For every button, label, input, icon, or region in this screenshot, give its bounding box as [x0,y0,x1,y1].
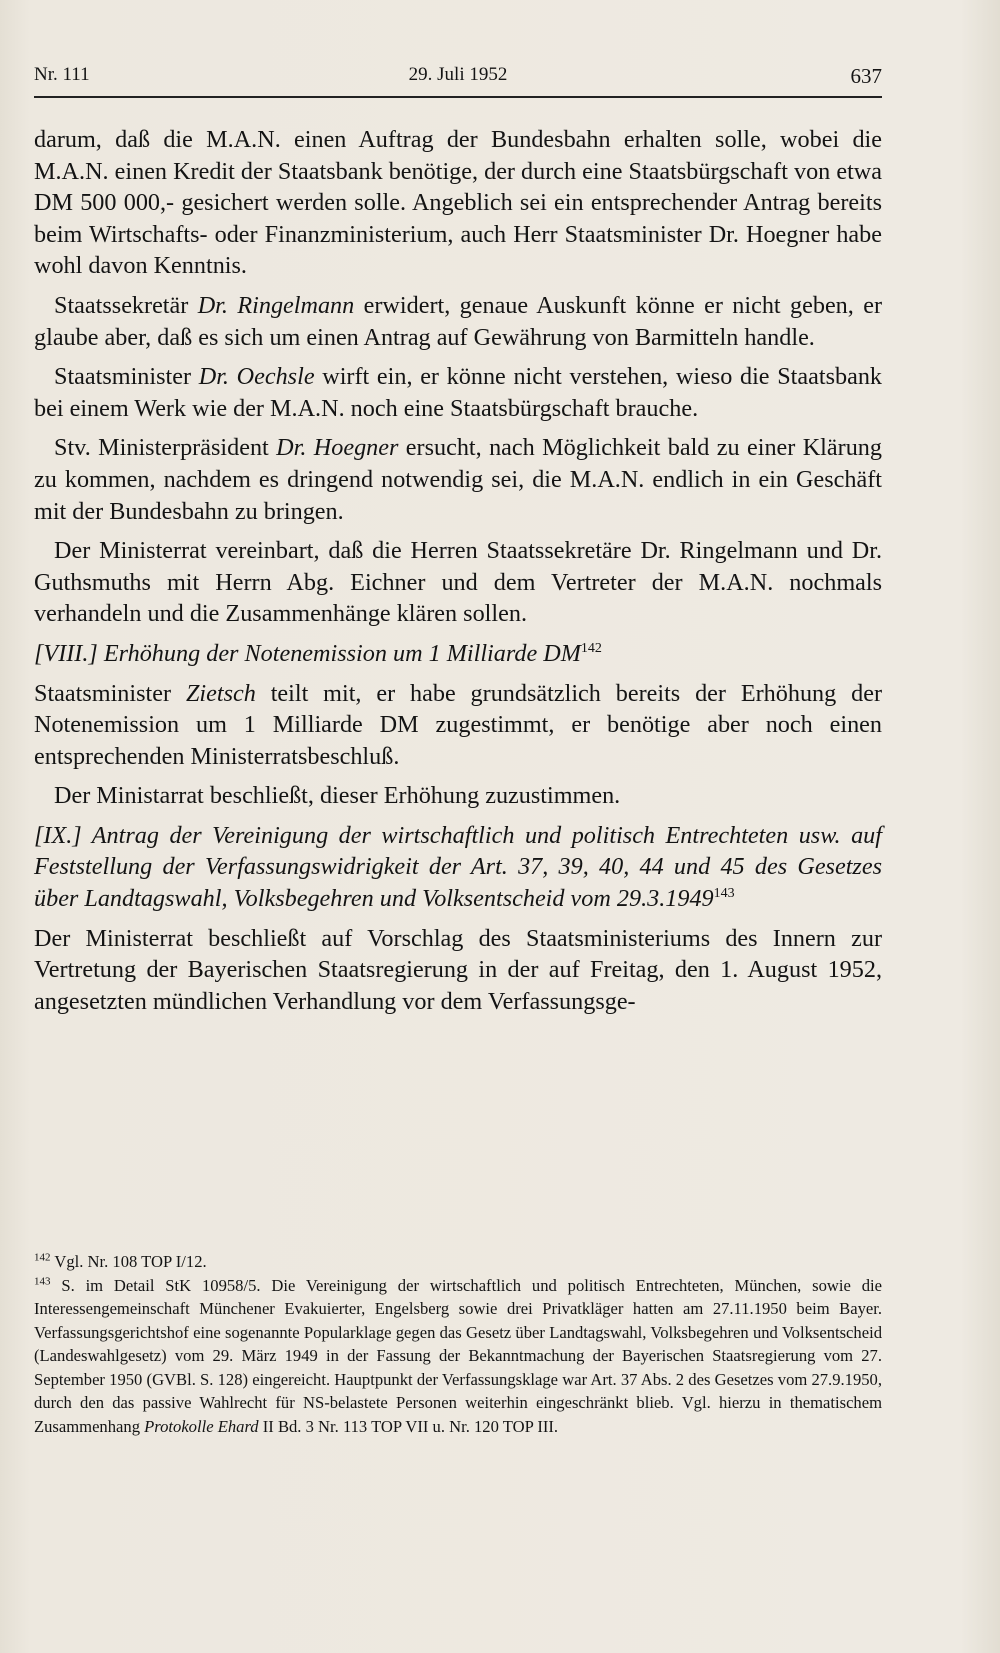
text-run: wirft ein, er könne nicht verstehen, wieso die Staatsbank bei einem Werk wie der M.A.N. noch eine Staatsbürgschaft brauche. [34,363,883,422]
page-header [34,64,882,94]
paragraph: Der Ministerrat beschließt auf Vorschlag des Staatsministeriums des Innern zur Vertretung der Bayerischen Staatsregierung in der auf Freitag, den 1. August 1952, angesetzten mündlichen Verhandlung vor dem Verfassungsge- [34,924,882,1015]
paragraph: Der Ministerrat vereinbart, daß die Herren Staatssekretäre Dr. Ringelmann und Dr. Guthsmuths mit Herrn Abg. Eichner und dem Vertreter der M.A.N. nochmals verhandeln und die Zusammenhänge klären sollen. [34,537,882,628]
footnote-text: Vgl. Nr. 108 TOP I/12. [54,1252,207,1271]
text-run: Staatsminister [34,679,186,707]
paragraph [34,432,882,527]
page-number: 637 [850,64,882,88]
footnote [34,1250,882,1274]
agenda-title: Erhöhung der Notenemission um 1 Milliarde DM [97,639,581,667]
footnote [34,1274,882,1439]
footnote-number: 143 [34,1274,51,1287]
main-text [34,124,882,1017]
paragraph: Der Ministarrat beschließt, dieser Erhöhung zuzustimmen. [54,782,621,810]
footnote-text: II Bd. 3 Nr. 113 TOP VII u. Nr. 120 TOP III. [258,1416,559,1436]
text-run: Staatssekretär [54,291,198,319]
text-run: ersucht, nach Möglichkeit bald zu einer Klärung zu kommen, nachdem es dringend notwendig sei, die M.A.N. endlich in ein Geschäft mit der Bundesbahn zu bringen. [34,434,882,525]
agenda-item-heading [34,638,882,670]
paragraph [34,678,882,773]
footnote-ref[interactable]: 142 [580,640,602,656]
footnote-number: 142 [34,1251,51,1264]
header-rule [34,96,882,98]
agenda-number: [IX.] [34,821,82,849]
speaker-name: Zietsch [185,679,256,707]
document-number: Nr. 111 [34,64,90,85]
agenda-title: Antrag der Vereinigung der wirtschaftlich und politisch Entrechteten usw. auf Feststellung der Verfassungswidrigkeit der Art. 37, 39, 40, 44 und 45 des Gesetzes über Landtagswahl, Volksbegehren und Volksentscheid vom 29.3.1949 [34,821,882,913]
speaker-name: Dr. Ringelmann [197,291,355,319]
citation-title: Protokolle Ehard [144,1416,259,1436]
text-run: Staatsminister [54,363,199,391]
agenda-number: [VIII.] [34,639,98,667]
text-run: erwidert, genaue Auskunft könne er nicht geben, er glaube aber, daß es sich um einen Antrag auf Gewährung von Barmitteln handle. [34,291,883,351]
footnote-ref[interactable]: 143 [713,886,735,901]
paragraph: darum, daß die M.A.N. einen Auftrag der Bundesbahn erhalten solle, wobei die M.A.N. einen Kredit der Staatsbank benötige, der durch eine Staatsbürgschaft von etwa DM 500 000,- gesichert werden solle. Angeblich sei ein entsprechender Antrag bereits beim Wirtschafts- oder Finanzministerium, auch Herr Staatsminister Dr. Hoegner habe wohl davon Kenntnis. [34,126,882,280]
speaker-name: Dr. Hoegner [276,434,399,462]
footnote-text: S. im Detail StK 10958/5. Die Vereinigung der wirtschaftlich und politisch Entrechteten, München, sowie die Interessengemeinschaft Münchener Evakuierter, Engelsberg sowie drei Privatkläger hatten am 27.11.1950 beim Bayer. Verfassungsgerichtshof eine sogenannte Popularklage gegen das Gesetz über Landtagswahl, Volksbegehren und Volksentscheid (Landeswahlgesetz) vom 29. März 1949 in der Fassung der Bekanntmachung der Bayerischen Staatsregierung vom 27. September 1950 (GVBl. S. 128) eingereicht. Hauptpunkt der Verfassungsklage war Art. 37 Abs. 2 des Gesetzes vom 27.9.1950, durch den das passive Wahlrecht für NS-belastete Personen weiterhin eingeschränkt blieb. Vgl. hierzu in thematischem Zusammenhang [34,1275,882,1436]
paragraph [34,361,882,424]
speaker-name: Dr. Oechsle [198,363,315,391]
agenda-item-heading [34,820,882,915]
paragraph [34,290,882,353]
footnotes [34,1250,882,1438]
text-run: Stv. Ministerpräsident [54,434,277,462]
header-date: 29. Juli 1952 [408,64,508,85]
text-run: teilt mit, er habe grundsätzlich bereits der Erhöhung der Notenemission um 1 Milliarde DM zugestimmt, er benötige aber noch einen entsprechenden Ministerratsbeschluß. [34,679,883,770]
